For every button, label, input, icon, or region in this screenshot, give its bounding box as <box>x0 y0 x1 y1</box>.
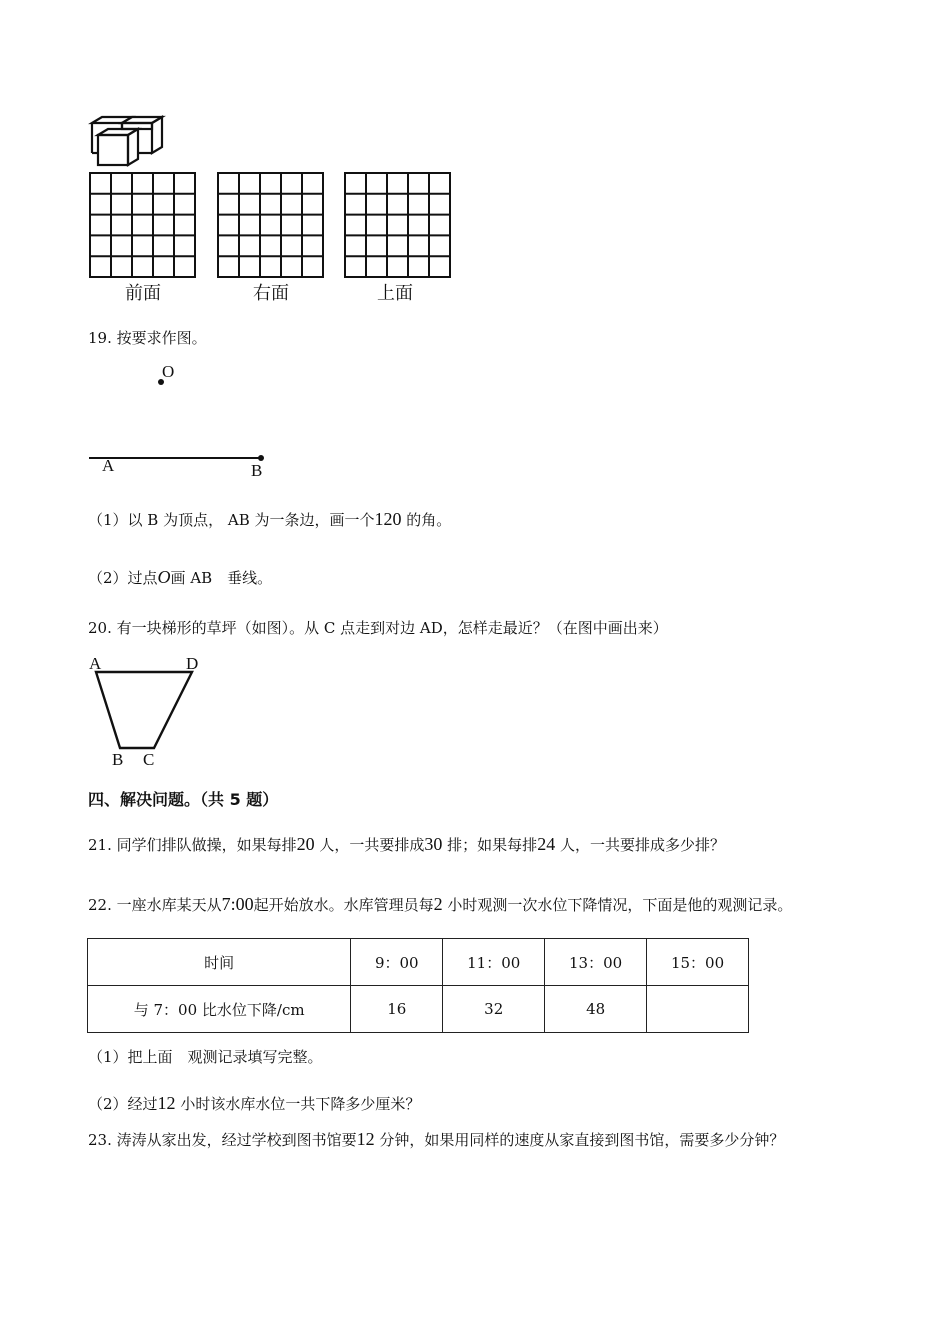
trapezoid-figure <box>90 668 200 752</box>
q21-pre: 21. 同学们排队做操，如果每排 <box>88 836 297 854</box>
label-o: O <box>162 362 175 381</box>
q22-post: 小时观测一次水位下降情况，下面是他的观测记录。 <box>442 896 793 914</box>
q19-part2-o: O <box>157 567 171 587</box>
q23-n: 12 <box>356 1129 375 1149</box>
q23-post: 分钟，如果用同样的速度从家直接到图书馆，需要多少分钟？ <box>374 1131 785 1149</box>
table-value-cell: 16 <box>351 986 443 1033</box>
grid-top <box>343 171 453 279</box>
label-trap-a: A <box>89 654 102 673</box>
q21-n1: 20 <box>296 834 315 854</box>
observation-table <box>87 938 749 1033</box>
table-time-cell: 15：00 <box>647 939 749 986</box>
q19-part2 <box>88 567 272 588</box>
q19-part1-text: （1）以 B 为顶点， AB 为一条边，画一个 <box>88 511 375 529</box>
q21-mid1: 人，一共要排成 <box>314 836 425 854</box>
q21 <box>88 834 725 855</box>
q22-part2-post: 小时该水库水位一共下降多少厘米？ <box>175 1095 421 1113</box>
q21-mid2: 排；如果每排 <box>442 836 538 854</box>
q22-part2 <box>88 1093 420 1114</box>
label-trap-c: C <box>143 750 155 769</box>
q22-part2-pre: （2）经过 <box>88 1095 158 1113</box>
q22-part2-n: 12 <box>157 1093 176 1113</box>
grid-right <box>216 171 326 279</box>
q19-angle-value: 120 <box>374 509 402 529</box>
section-4-title: 四、解决问题。（共 5 题） <box>88 790 279 809</box>
q19-part2-pre: （2）过点 <box>88 569 158 587</box>
table-value-cell: 32 <box>443 986 545 1033</box>
q22-part1: （1）把上面 观测记录填写完整。 <box>88 1048 323 1066</box>
table-value-cell: 48 <box>545 986 647 1033</box>
q22-mid: 起开始放水。水库管理员每 <box>253 896 434 914</box>
label-trap-b: B <box>112 750 124 769</box>
label-trap-d: D <box>186 654 199 673</box>
table-row-label: 与 7：00 比水位下降/cm <box>88 986 351 1033</box>
q21-post: 人，一共要排成多少排？ <box>555 836 725 854</box>
q21-n3: 24 <box>537 834 556 854</box>
grid-front <box>88 171 198 279</box>
table-row <box>88 986 749 1033</box>
table-time-cell: 11：00 <box>443 939 545 986</box>
q23-pre: 23. 涛涛从家出发，经过学校到图书馆要 <box>88 1131 357 1149</box>
q19-title: 19. 按要求作图。 <box>88 329 207 347</box>
q19-part2-post: 画 AB 垂线。 <box>170 569 273 587</box>
table-value-cell-blank[interactable] <box>647 986 749 1033</box>
q21-n2: 30 <box>424 834 443 854</box>
table-time-cell: 9：00 <box>351 939 443 986</box>
table-time-cell: 13：00 <box>545 939 647 986</box>
q19-part1-end: 的角。 <box>401 511 452 529</box>
caption-right: 右面 <box>253 283 289 304</box>
label-b: B <box>251 461 263 480</box>
table-header-label: 时间 <box>88 939 351 986</box>
q20-title: 20. 有一块梯形的草坪（如图）。从 C 点走到对边 AD，怎样走最近？（在图中画出来） <box>88 619 668 637</box>
q22-hours: 2 <box>433 894 443 914</box>
q22-pre: 22. 一座水库某天从 <box>88 896 222 914</box>
cube-solid-figure <box>88 115 168 169</box>
q23 <box>88 1129 784 1150</box>
table-row <box>88 939 749 986</box>
q22 <box>88 894 792 915</box>
q19-part1 <box>88 509 451 530</box>
label-a: A <box>102 456 115 475</box>
caption-top: 上面 <box>377 283 413 304</box>
q22-time: 7:00 <box>221 894 254 914</box>
caption-front: 前面 <box>125 283 161 304</box>
